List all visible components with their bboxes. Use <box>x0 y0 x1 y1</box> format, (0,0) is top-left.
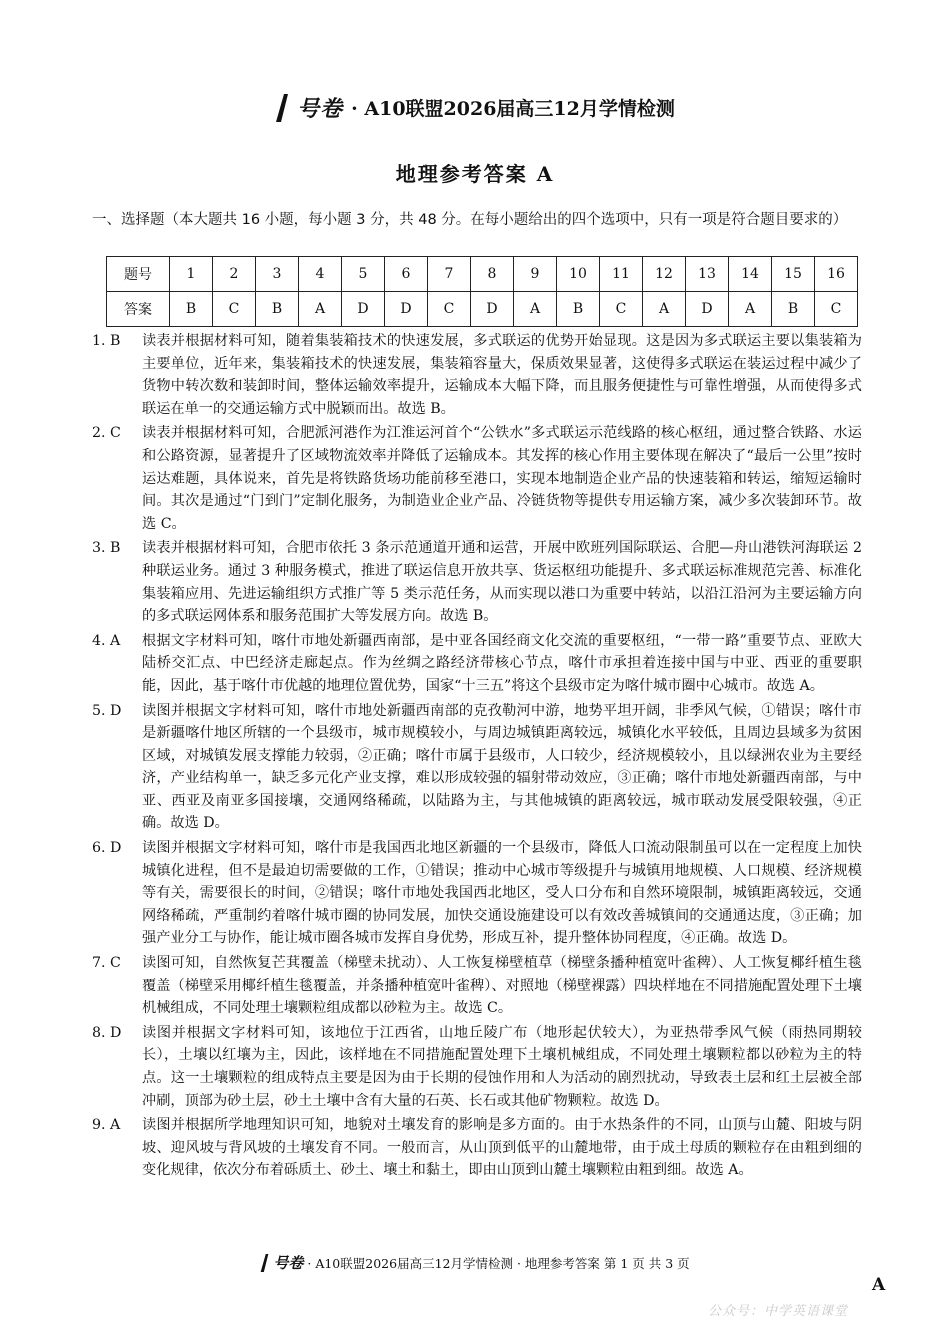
answer-cell: C <box>815 292 858 327</box>
question-number: 10 <box>557 257 600 292</box>
question-number: 5 <box>342 257 385 292</box>
answer-cell: A <box>514 292 557 327</box>
page-footer <box>0 1252 950 1273</box>
table-row-numbers <box>107 257 858 292</box>
brand-logo-icon <box>260 1253 269 1273</box>
question-number: 14 <box>729 257 772 292</box>
item-number: 1. B <box>92 333 121 349</box>
page-title: · A10联盟2026届高三12月学情检测 <box>351 98 675 120</box>
answer-cell: D <box>342 292 385 327</box>
answer-table <box>106 256 858 327</box>
list-item <box>92 630 862 698</box>
answer-cell: B <box>256 292 299 327</box>
item-number: 6. D <box>92 840 122 857</box>
question-number: 7 <box>428 257 471 292</box>
question-number: 16 <box>815 257 858 292</box>
item-text: 读图可知，自然恢复芒萁覆盖（梯壁未扰动）、人工恢复梯壁植草（梯壁条播种植宽叶雀稗）、人工恢复椰纤植生毯覆盖（梯壁采用椰纤植生毯覆盖，并条播种植宽叶雀稗）、对照地（梯壁裸露）四块样地在不同措施配置处理下土壤机械组成，不同处理土壤颗粒组成都以砂粒为主。故选 C。 <box>142 955 862 1017</box>
item-text: 读表并根据材料可知，合肥派河港作为江淮运河首个“公铁水”多式联运示范线路的核心枢纽，通过整合铁路、水运和公路资源，显著提升了区域物流效率并降低了运输成本。其发挥的核心作用主要体现在解决了“最后一公里”按时运达难题，具体说来，首先是将铁路货场功能前移至港口，实现本地制造企业产品的快速装箱和转运，缩短运输时间。其次是通过“门到门”定制化服务，为制造业企业产品、冷链货物等提供专用运输方案，减少多次装卸环节。故选 C。 <box>142 425 862 532</box>
footer-brand: 号卷 <box>273 1254 304 1272</box>
answer-cell: C <box>213 292 256 327</box>
item-text: 读图并根据文字材料可知，该地位于江西省，山地丘陵广布（地形起伏较大），为亚热带季风气候（雨热同期较长），土壤以红壤为主，因此，该样地在不同措施配置处理下土壤机械组成，不同处理土壤颗粒都以砂粒为主的特点。这一土壤颗粒的组成特点主要是因为由于长期的侵蚀作用和人为活动的剧烈扰动，导致表土层和红土层被全部冲刷，顶部为砂土层，砂土土壤中含有大量的石英、长石或其他矿物颗粒。故选 D。 <box>142 1024 862 1109</box>
item-number: 4. A <box>92 632 121 649</box>
footer-text: · A10联盟2026届高三12月学情检测 · 地理参考答案 第 1 页 共 3 页 <box>307 1255 690 1271</box>
list-item <box>92 1022 862 1112</box>
question-number: 11 <box>600 257 643 292</box>
question-number: 4 <box>299 257 342 292</box>
version-mark: A <box>872 1275 886 1295</box>
item-text: 读表并根据材料可知，随着集装箱技术的快速发展，多式联运的优势开始显现。这是因为多式联运主要以集装箱为主要单位，近年来，集装箱技术的快速发展，集装箱容量大，保质效果显著，这使得多式联运在装运过程中减少了货物中转次数和装卸时间，整体运输效率提升，运输成本大幅下降，而且服务便捷性与可靠性增强，从而使得多式联运在单一的交通运输方式中脱颖而出。故选 B。 <box>142 333 862 417</box>
question-number: 9 <box>514 257 557 292</box>
list-item <box>92 700 862 836</box>
answer-cell: A <box>299 292 342 327</box>
question-number: 15 <box>772 257 815 292</box>
table-row-answers <box>107 292 858 327</box>
question-number: 13 <box>686 257 729 292</box>
list-item <box>92 1114 862 1182</box>
answer-cell: B <box>170 292 213 327</box>
item-number: 3. B <box>92 540 121 557</box>
item-number: 9. A <box>92 1117 121 1134</box>
list-item <box>92 537 862 627</box>
item-text: 读表并根据材料可知，合肥市依托 3 条示范通道开通和运营，开展中欧班列国际联运、合肥—舟山港铁河海联运 2 种联运业务。通过 3 种服务模式，推进了联运信息开放共享、货运枢纽功能提升、多式联运标准规范完善、标准化集装箱应用、先进运输组织方式推广等 5 类示范任务，从而实现以港口为重要中转站，以沿江沿河为主要运输方向的多式联运网体系和服务范围扩大等发展方向。故选 B。 <box>142 540 862 625</box>
answer-cell: B <box>557 292 600 327</box>
item-number: 2. C <box>92 425 121 442</box>
row-label-answer: 答案 <box>107 292 170 327</box>
answer-cell: B <box>772 292 815 327</box>
watermark: 公众号：中学英语课堂 <box>708 1304 849 1319</box>
item-text: 读图并根据文字材料可知，喀什市是我国西北地区新疆的一个县级市，降低人口流动限制虽可以在一定程度上加快城镇化进程，但不是最迫切需要做的工作，①错误；推动中心城市等级提升与城镇用地规模、人口规模、经济规模等有关，需要很长的时间，②错误；喀什市地处我国西北地区，受人口分布和自然环境限制，城镇距离较远，交通网络稀疏，严重制约着喀什城市圈的协同发展，加快交通设施建设可以有效改善城镇间的交通通达度，③正确；加强产业分工与协作，能让城市圈各城市发挥自身优势，形成互补，提升整体协同程度，④正确。故选 D。 <box>142 840 862 947</box>
answer-cell: D <box>471 292 514 327</box>
item-text: 根据文字材料可知，喀什市地处新疆西南部，是中亚各国经商文化交流的重要枢纽，“一带一路”重要节点、亚欧大陆桥交汇点、中巴经济走廊起点。作为丝绸之路经济带核心节点，喀什市承担着连接中国与中亚、西亚的重要职能，因此，基于喀什市优越的地理位置优势，国家“十三五”将这个县级市定为喀什城市圈中心城市。故选 A。 <box>142 632 862 694</box>
question-number: 1 <box>170 257 213 292</box>
answer-cell: C <box>600 292 643 327</box>
answer-cell: A <box>729 292 772 327</box>
page-header <box>0 92 950 123</box>
answer-cell: D <box>686 292 729 327</box>
document-subtitle: 地理参考答案 A <box>395 162 555 186</box>
answer-cell: A <box>643 292 686 327</box>
item-number: 7. C <box>92 955 121 972</box>
row-label-number: 题号 <box>107 257 170 292</box>
answer-cell: D <box>385 292 428 327</box>
item-number: 8. D <box>92 1024 122 1041</box>
list-item <box>92 330 862 420</box>
list-item <box>92 422 862 535</box>
question-number: 2 <box>213 257 256 292</box>
question-number: 3 <box>256 257 299 292</box>
answer-cell: C <box>428 292 471 327</box>
explanation-list <box>92 330 862 1184</box>
list-item <box>92 837 862 950</box>
brand-logo-icon <box>275 93 289 123</box>
question-number: 6 <box>385 257 428 292</box>
item-text: 读图并根据所学地理知识可知，地貌对土壤发育的影响是多方面的。由于水热条件的不同，山顶与山麓、阳坡与阴坡、迎风坡与背风坡的土壤发育不同。一般而言，从山顶到低平的山麓地带，由于成土母质的颗粒存在由粗到细的变化规律，依次分布着砾质土、砂土、壤土和黏土，即由山顶到山麓土壤颗粒由粗到细。故选 A。 <box>142 1117 862 1179</box>
item-number: 5. D <box>92 702 122 719</box>
item-text: 读图并根据文字材料可知，喀什市地处新疆西南部的克孜勒河中游，地势平坦开阔，非季风气候，①错误；喀什市是新疆喀什地区所辖的一个县级市，城市规模较小，与周边城镇距离较远，城镇化水平较低，且周边县域多为贫困区域，对城镇发展支撑能力较弱，②正确；喀什市属于县级市，人口较少，经济规模较小，且以绿洲农业为主要经济，产业结构单一，缺乏多元化产业支撑，难以形成较强的辐射带动效应，③正确；喀什市地处新疆西南部，与中亚、西亚及南亚多国接壤，交通网络稀疏，以陆路为主，与其他城镇的距离较远，城市联动发展受限较强，④正确。故选 D。 <box>142 702 862 832</box>
list-item <box>92 952 862 1020</box>
brand-name: 号卷 <box>297 96 344 122</box>
question-number: 12 <box>643 257 686 292</box>
question-number: 8 <box>471 257 514 292</box>
section-heading: 一、选择题（本大题共 16 小题，每小题 3 分，共 48 分。在每小题给出的四个选项中，只有一项是符合题目要求的） <box>92 212 848 228</box>
